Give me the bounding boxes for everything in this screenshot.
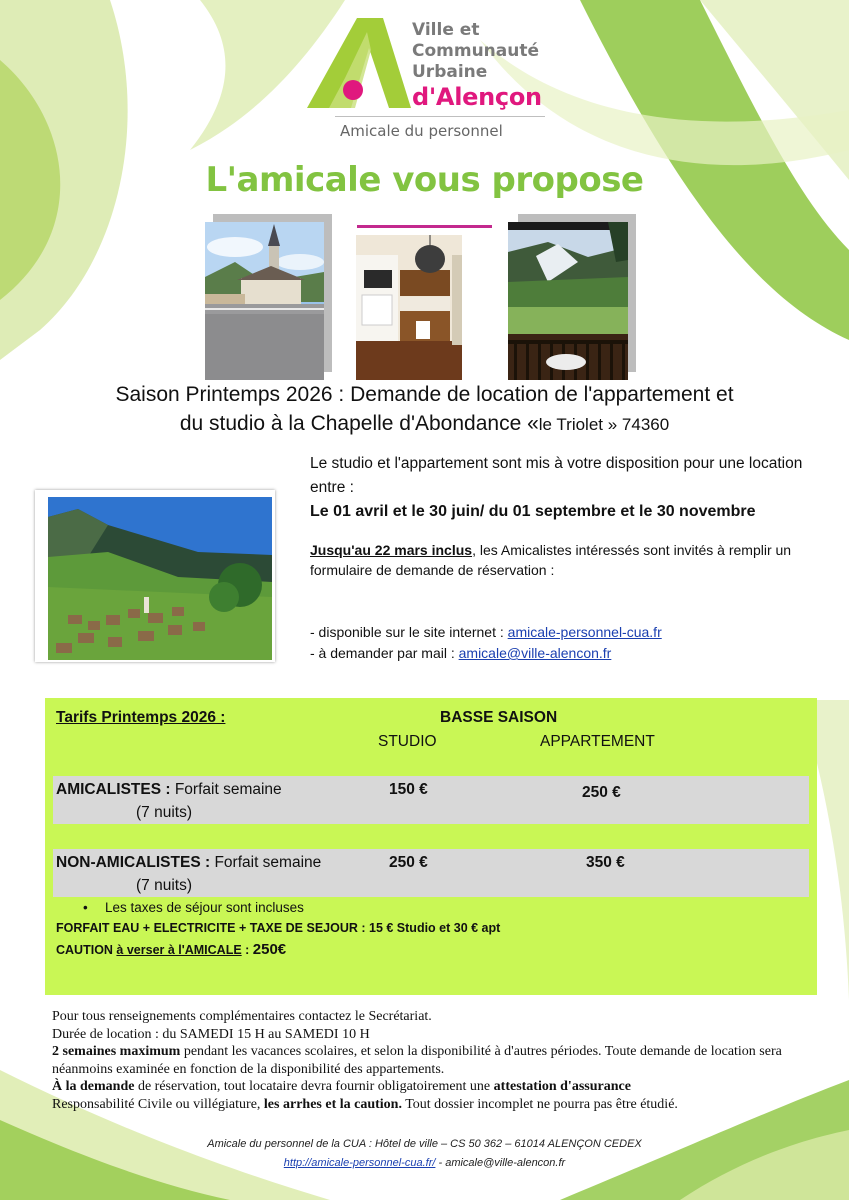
caution-underlined: à verser à l'AMICALE [116,943,242,957]
logo-subtitle: Amicale du personnel [340,122,503,140]
tariff-heading: Tarifs Printemps 2026 : [56,709,226,726]
church-photo [205,222,324,380]
footer-mail: amicale@ville-alencon.fr [445,1157,566,1169]
title-line-2-small: le Triolet » 74360 [538,415,670,434]
logo-a-icon [305,18,413,110]
intro-dates: Le 01 avril et le 30 juin/ du 01 septembre et le 30 novembre [310,503,756,520]
mail-link[interactable]: amicale@ville-alencon.fr [458,645,612,661]
info-req-line-2: Responsabilité Civile ou villégiature, [52,1096,264,1112]
info-contact: Pour tous renseignements complémentaires contactez le Secrétariat. [52,1009,432,1024]
info-req-bold-2: attestation d'assurance [493,1079,631,1094]
caution-line [56,941,286,959]
col-studio: STUDIO [378,733,437,750]
forfait-line: FORFAIT EAU + ELECTRICITE + TAXE DE SEJOUR : 15 € Studio et 30 € apt [56,921,501,935]
info-maximum-bold: 2 semaines maximum [52,1044,181,1059]
request-instructions: , les Amicalistes intéressés sont invités à remplir un formulaire de demande de réservation : [310,542,792,578]
info-requirements [52,1078,812,1096]
row-non-amicalistes-apartment: 350 € [586,854,625,871]
request-deadline: Jusqu'au 22 mars inclus [310,542,473,558]
row-amicalistes-studio: 150 € [389,781,428,798]
balcony-photo [508,222,628,380]
tariff-box [45,698,817,995]
row-non-amicalistes-label [56,852,321,874]
info-req-bold-1: À la demande [52,1079,135,1094]
season-label: BASSE SAISON [440,709,558,726]
intro-text: Le studio et l'appartement sont mis à votre disposition pour une location entre : [310,455,803,496]
website-line [310,622,840,643]
row-non-amicalistes-bold: NON-AMICALISTES : [56,854,211,871]
website-link[interactable]: amicale-personnel-cua.fr [507,624,662,640]
logo-text [412,20,542,111]
row-amicalistes-label [56,779,282,801]
info-req-end: Tout dossier incomplet ne pourra pas être étudié. [401,1096,678,1112]
website-prefix: - disponible sur le site internet : [310,624,508,640]
row-amicalistes-nights: (7 nuits) [136,804,192,821]
footer-address: Amicale du personnel de la CUA : Hôtel de ville – CS 50 362 – 61014 ALENÇON CEDEX [207,1138,642,1150]
request-text [310,540,840,580]
caution-prefix: CAUTION [56,943,117,957]
headline-divider [357,225,492,228]
mail-line [310,643,840,664]
footer-links [0,1154,849,1173]
row-non-amicalistes-nights: (7 nuits) [136,877,192,894]
intro-block [310,452,840,524]
links-block [310,622,840,664]
col-apartment: APPARTEMENT [540,733,655,750]
tax-bullet [83,899,304,917]
village-photo [48,497,272,660]
row-non-amicalistes-rest: Forfait semaine [210,854,322,871]
info-block [52,1008,812,1113]
logo-line-3: Urbaine [412,62,488,82]
info-requirements-2 [52,1096,812,1114]
bullet-icon: • [83,900,88,915]
kitchen-photo [356,235,462,380]
title-line-1: Saison Printemps 2026 : Demande de location de l'appartement et [115,383,734,406]
footer-sep: - [435,1157,446,1169]
footer [0,1135,849,1173]
caution-amount: 250€ [252,941,287,958]
info-duration: Durée de location : du SAMEDI 15 H au SAMEDI 10 H [52,1026,370,1042]
caution-sep: : [241,943,253,957]
document-title [0,380,849,439]
title-line-2-main: du studio à la Chapelle d'Abondance « [179,412,539,435]
title-line-2 [0,409,849,439]
footer-url-link[interactable]: http://amicale-personnel-cua.fr/ [283,1157,436,1169]
tax-bullet-text: Les taxes de séjour sont incluses [105,900,304,915]
logo-divider [335,116,545,117]
info-maximum [52,1043,812,1078]
logo-brand: d'Alençon [412,83,542,111]
mail-prefix: - à demander par mail : [310,645,459,661]
row-non-amicalistes-studio: 250 € [389,854,428,871]
row-amicalistes-bold: AMICALISTES : [56,781,171,798]
logo-line-1: Ville et [412,20,480,40]
row-amicalistes-apartment: 250 € [582,784,621,801]
headline: L'amicale vous propose [205,160,644,200]
info-req-mid: de réservation, tout locataire devra fournir obligatoirement une [134,1079,494,1094]
info-maximum-rest: pendant les vacances scolaires, et selon la disponibilité à d'autres périodes. Toute demande de location sera néanmoins examinée en fonction de la disponibilité des appartements. [52,1044,782,1077]
row-amicalistes-rest: Forfait semaine [170,781,282,798]
info-req-bold-3: les arrhes et la caution. [263,1096,402,1112]
logo-line-2: Communauté [412,41,540,61]
